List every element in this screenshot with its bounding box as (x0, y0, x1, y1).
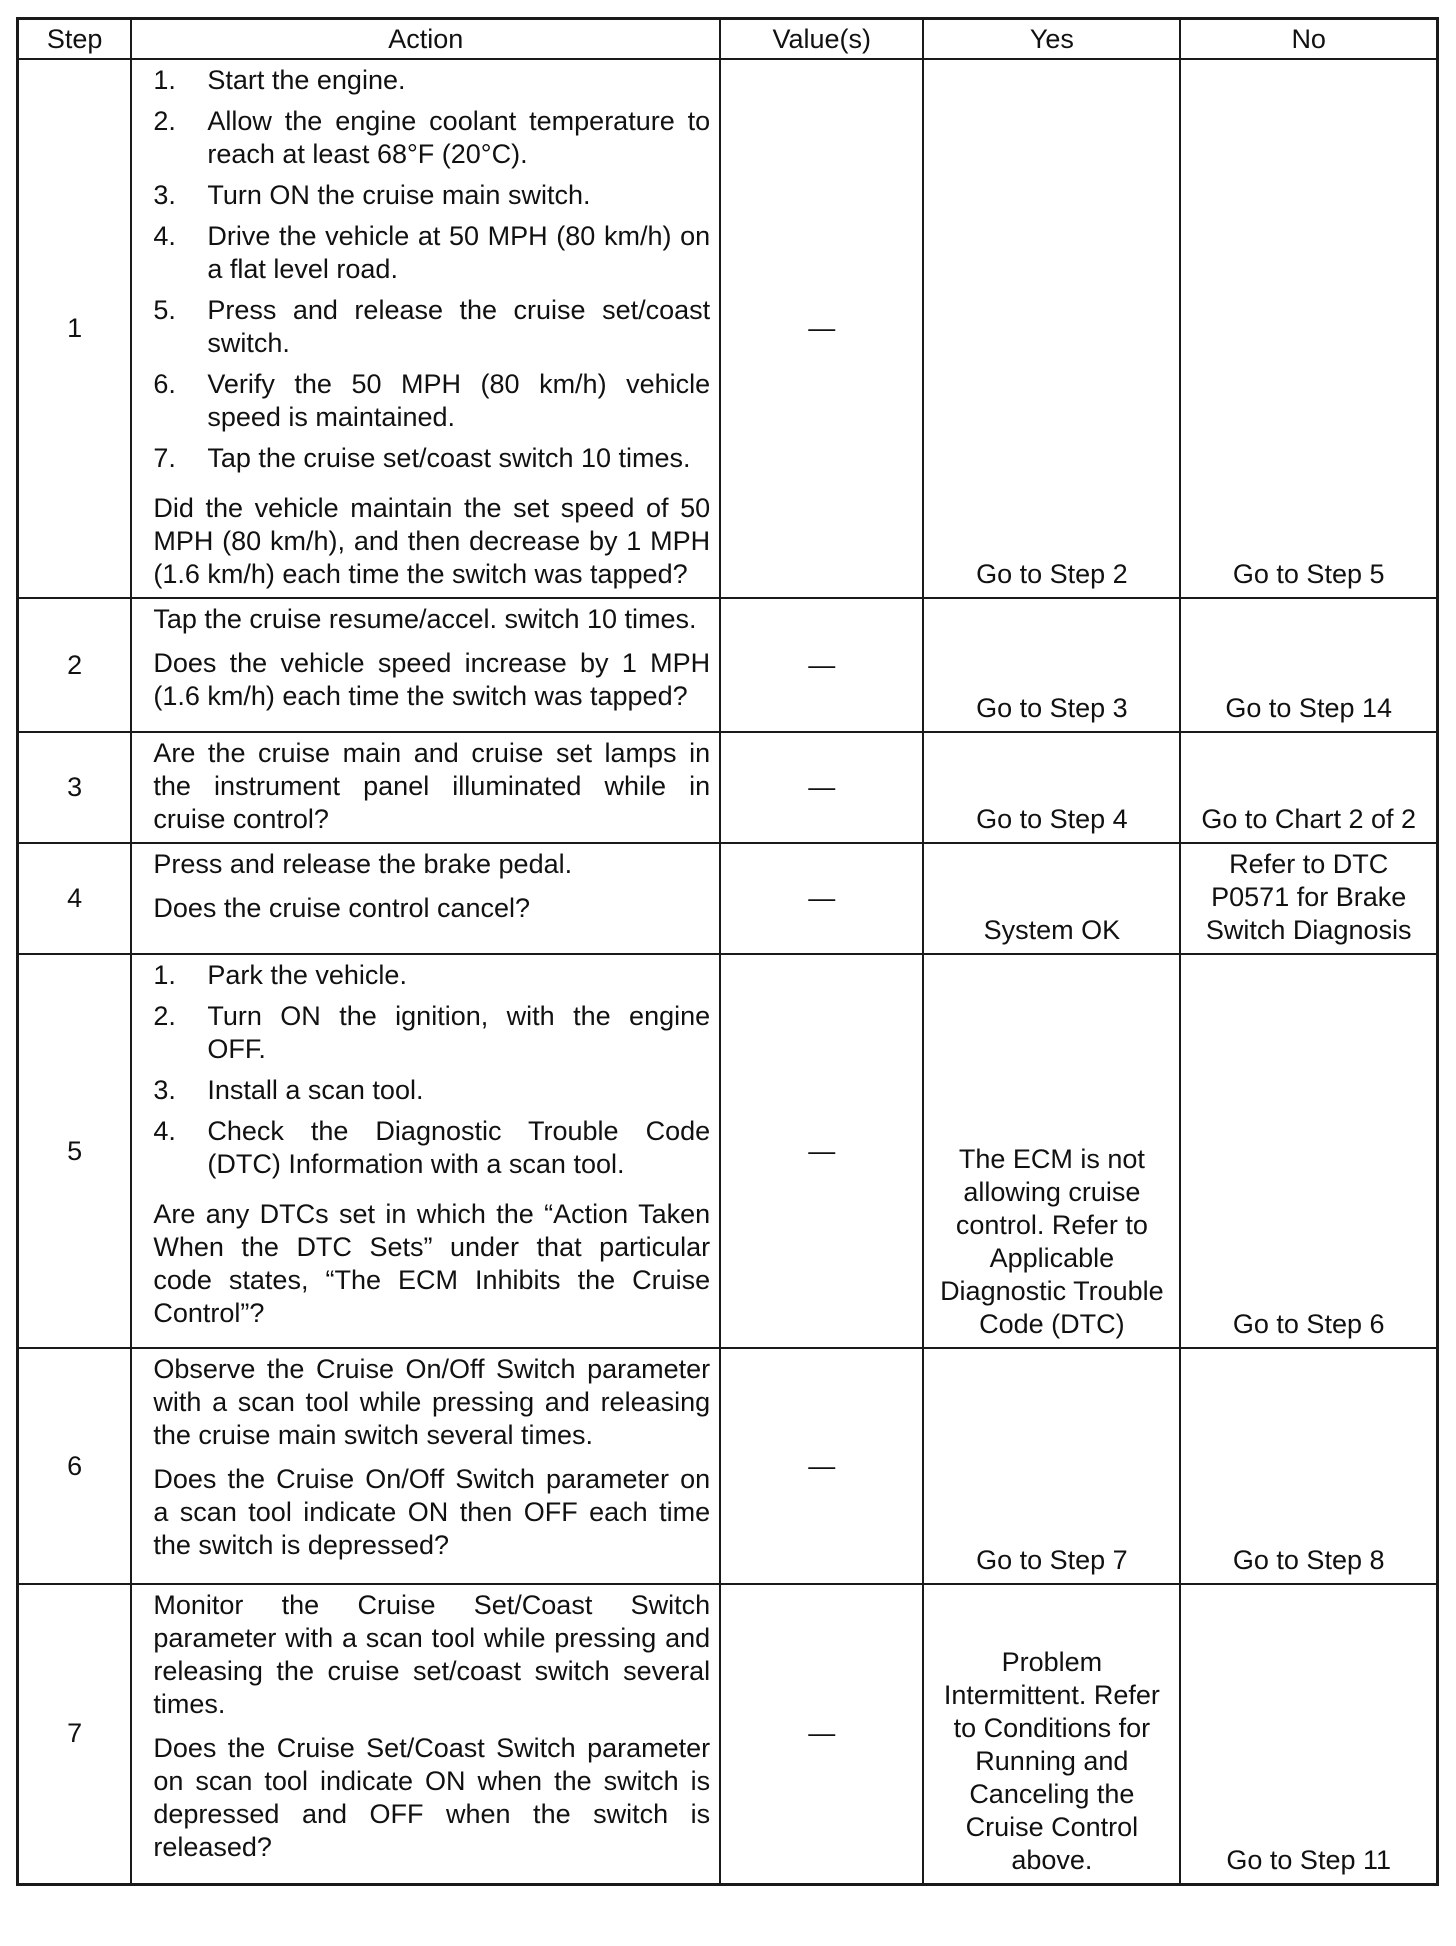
step-number: 6 (18, 1348, 132, 1584)
action-cell (131, 59, 720, 598)
yes-result: Problem Intermittent. Refer to Conditions for Running and Canceling the Cruise Control above. (923, 1584, 1180, 1884)
diagnostic-table-container (16, 17, 1439, 1886)
yes-result: System OK (923, 843, 1180, 954)
diagnostic-table (16, 17, 1439, 1886)
header-step: Step (18, 19, 132, 60)
header-values: Value(s) (720, 19, 923, 60)
action-cell (131, 1348, 720, 1584)
step-number: 2 (18, 598, 132, 732)
question-text: Are the cruise main and cruise set lamps in the instrument panel illuminated while in cruise control? (153, 738, 711, 834)
value-cell: — (720, 843, 923, 954)
substep: 2. Turn ON the ignition, with the engine OFF. (153, 1001, 711, 1064)
yes-result: Go to Step 2 (923, 59, 1180, 598)
action-cell (131, 1584, 720, 1884)
question-text: Did the vehicle maintain the set speed of 50 MPH (80 km/h), and then decrease by 1 MPH (1.6 km/h) each time the switch was tapped? (153, 493, 711, 589)
value-cell: — (720, 1348, 923, 1584)
question-text: Are any DTCs set in which the “Action Taken When the DTC Sets” under that particular code states, “The ECM Inhibits the Cruise Control”? (153, 1199, 711, 1328)
substep: 3. Turn ON the cruise main switch. (153, 180, 591, 210)
substep: 4. Drive the vehicle at 50 MPH (80 km/h) on a flat level road. (153, 221, 711, 284)
no-result: Go to Chart 2 of 2 (1180, 732, 1437, 843)
table-row-step-3 (18, 732, 1438, 843)
step-number: 3 (18, 732, 132, 843)
yes-result: Go to Step 3 (923, 598, 1180, 732)
substep: 5. Press and release the cruise set/coast switch. (153, 295, 711, 358)
header-no: No (1180, 19, 1437, 60)
table-row-step-1 (18, 59, 1438, 598)
no-result: Go to Step 8 (1180, 1348, 1437, 1584)
instruction-text: Monitor the Cruise Set/Coast Switch parameter with a scan tool while pressing and releasing the cruise set/coast switch several times. (153, 1590, 711, 1719)
header-yes: Yes (923, 19, 1180, 60)
table-row-step-6 (18, 1348, 1438, 1584)
no-result: Go to Step 11 (1180, 1584, 1437, 1884)
step-number: 7 (18, 1584, 132, 1884)
value-cell: — (720, 598, 923, 732)
header-action: Action (131, 19, 720, 60)
value-cell: — (720, 59, 923, 598)
action-cell (131, 954, 720, 1348)
no-result: Go to Step 6 (1180, 954, 1437, 1348)
value-cell: — (720, 1584, 923, 1884)
substep: 6. Verify the 50 MPH (80 km/h) vehicle speed is maintained. (153, 369, 711, 432)
instruction-text: Press and release the brake pedal. (153, 849, 573, 879)
substep: 1. Park the vehicle. (153, 960, 407, 990)
step-number: 5 (18, 954, 132, 1348)
table-row-step-4 (18, 843, 1438, 954)
table-row-step-7 (18, 1584, 1438, 1884)
table-row-step-2 (18, 598, 1438, 732)
substep: 2. Allow the engine coolant temperature to reach at least 68°F (20°C). (153, 106, 711, 169)
action-cell (131, 732, 720, 843)
instruction-text: Tap the cruise resume/accel. switch 10 times. (153, 604, 697, 634)
yes-result: The ECM is not allowing cruise control. Refer to Applicable Diagnostic Trouble Code (DTC) (923, 954, 1180, 1348)
no-result: Go to Step 14 (1180, 598, 1437, 732)
step-number: 1 (18, 59, 132, 598)
table-row-step-5 (18, 954, 1438, 1348)
value-cell: — (720, 954, 923, 1348)
step-number: 4 (18, 843, 132, 954)
question-text: Does the Cruise On/Off Switch parameter on a scan tool indicate ON then OFF each time the switch is depressed? (153, 1464, 711, 1560)
question-text: Does the Cruise Set/Coast Switch parameter on scan tool indicate ON when the switch is depressed and OFF when the switch is released? (153, 1733, 711, 1862)
substep: 4. Check the Diagnostic Trouble Code (DTC) Information with a scan tool. (153, 1116, 711, 1179)
yes-result: Go to Step 7 (923, 1348, 1180, 1584)
substep: 1. Start the engine. (153, 65, 406, 95)
value-cell: — (720, 732, 923, 843)
header-row (18, 19, 1438, 60)
action-cell (131, 598, 720, 732)
substep: 3. Install a scan tool. (153, 1075, 424, 1105)
question-text: Does the cruise control cancel? (153, 893, 531, 923)
question-text: Does the vehicle speed increase by 1 MPH (1.6 km/h) each time the switch was tapped? (153, 648, 711, 711)
substep-list (153, 959, 710, 1181)
no-result: Refer to DTC P0571 for Brake Switch Diagnosis (1180, 843, 1437, 954)
action-cell (131, 843, 720, 954)
instruction-text: Observe the Cruise On/Off Switch parameter with a scan tool while pressing and releasing the cruise main switch several times. (153, 1354, 711, 1450)
substep: 7. Tap the cruise set/coast switch 10 times. (153, 443, 691, 473)
substep-list (153, 64, 710, 475)
no-result: Go to Step 5 (1180, 59, 1437, 598)
yes-result: Go to Step 4 (923, 732, 1180, 843)
